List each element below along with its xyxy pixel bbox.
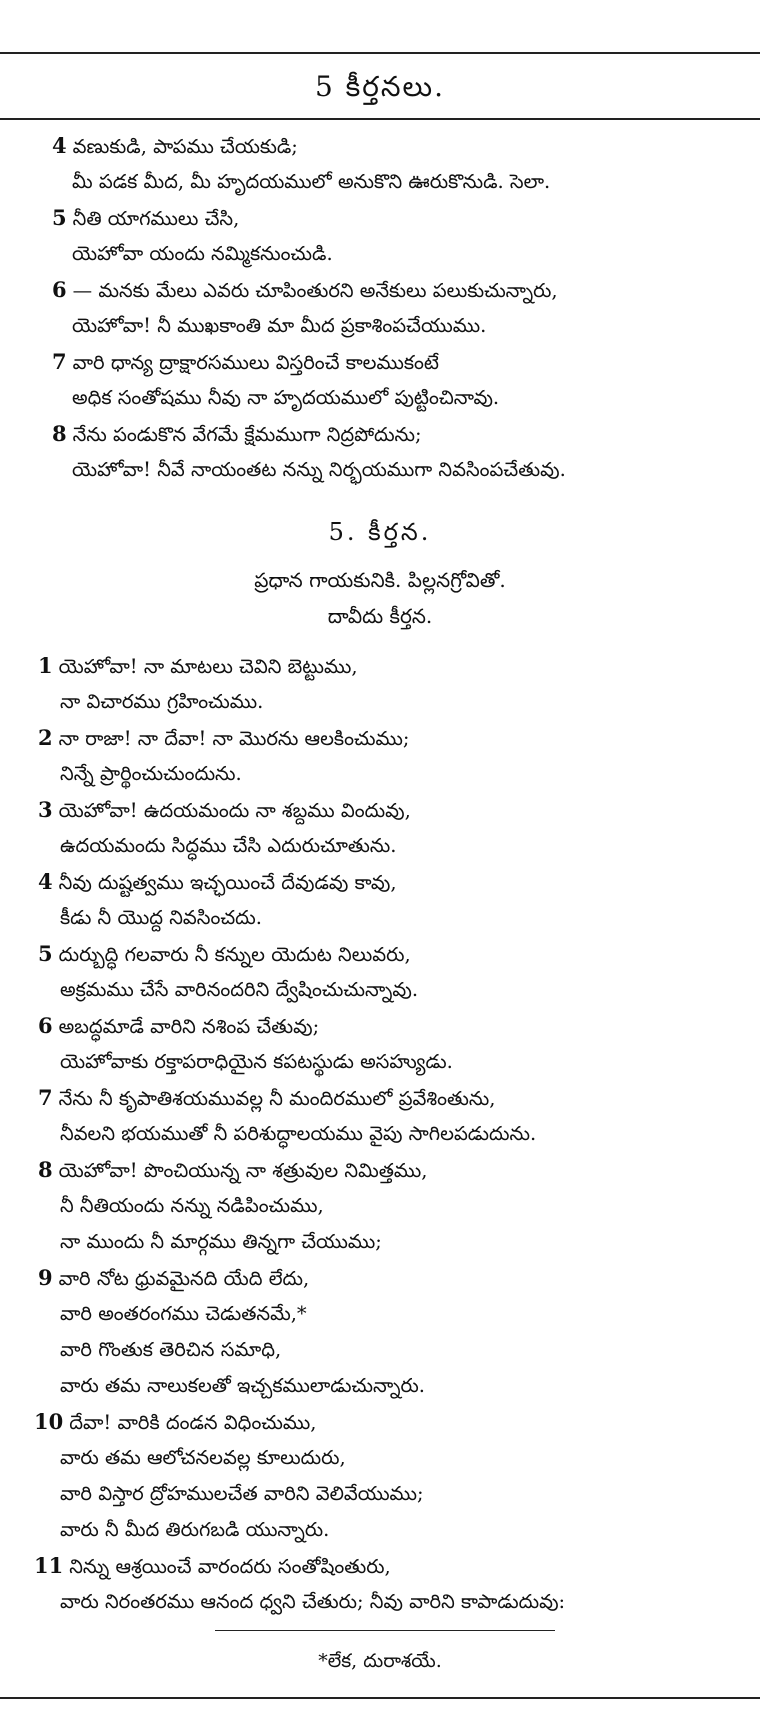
verse-text: యెహోవా! నీ ముఖకాంతి మా మీద ప్రకాశింపచేయుము.: [72, 314, 487, 337]
psalm-subtitle: ప్రధాన గాయకునికి. పిల్లనగ్రోవితో.: [254, 568, 506, 592]
verse-line: [38, 648, 760, 684]
verse-text: వారు తమ ఆలోచనలవల్ల కూలుదురు,: [60, 1446, 346, 1469]
verse-text: నీవలని భయముతో నీ పరిశుద్ధాలయము వైపు సాగిలపడుదును.: [60, 1122, 537, 1145]
verse-line: [60, 972, 760, 1008]
footnote: *లేక, దురాశయే.: [318, 1650, 442, 1672]
verse-line: [52, 128, 760, 164]
top-rule: [0, 52, 760, 54]
verse-text: ఉదయమందు సిద్ధము చేసి ఎదురుచూతును.: [60, 834, 397, 857]
verse-line: [38, 720, 760, 756]
verse-line: [60, 1440, 760, 1476]
verse-line: [60, 1332, 760, 1368]
verse-line: [60, 1044, 760, 1080]
verse-number: 3: [38, 797, 53, 822]
verse-line: [38, 864, 760, 900]
verse-line: [60, 684, 760, 720]
verse-line: [60, 1296, 760, 1332]
verse-text: యెహోవా! ఉదయమందు నా శబ్దము విందువు,: [58, 799, 411, 822]
verse-line: [60, 1224, 760, 1260]
verse-text: నా రాజా! నా దేవా! నా మొరను ఆలకించుము;: [58, 727, 410, 750]
verse-text: నేను పండుకొన వేగమే క్షేమముగా నిద్రపోదును;: [72, 423, 422, 446]
verse-line: [38, 1080, 760, 1116]
verse-line: [72, 308, 760, 344]
verse-line: [34, 1404, 760, 1440]
verse-number: 5: [38, 941, 53, 966]
verse-line: [72, 164, 760, 200]
verse-text: వారు నిరంతరము ఆనంద ధ్వని చేతురు; నీవు వారిని కాపాడుదువు:: [60, 1590, 566, 1613]
verse-line: [72, 236, 760, 272]
verse-text: యెహోవాకు రక్తాపరాధియైన కపటస్థుడు అసహ్యుడు.: [60, 1050, 453, 1073]
verse-text: వారి విస్తార ద్రోహములచేత వారిని వెలివేయుము;: [60, 1482, 424, 1505]
verse-number: 4: [52, 133, 67, 158]
verse-text: అధిక సంతోషము నీవు నా హృదయములో పుట్టించినావు.: [72, 386, 500, 409]
verse-line: [38, 1008, 760, 1044]
psalm-attribution: దావీదు కీర్తన.: [327, 604, 433, 628]
verse-line: [60, 1512, 760, 1548]
verse-text: వారి నోట ధ్రువమైనది యేది లేదు,: [58, 1267, 310, 1290]
verse-number: 10: [34, 1409, 64, 1434]
verse-line: [60, 1188, 760, 1224]
verse-line: [52, 416, 760, 452]
verse-text: నీతి యాగములు చేసి,: [72, 207, 240, 230]
verse-line: [72, 452, 760, 488]
verse-text: వారి ధాన్య ద్రాక్షారసములు విస్తరించే కాలముకంటే: [72, 351, 439, 374]
verse-line: [38, 1152, 760, 1188]
verse-line: [60, 1116, 760, 1152]
verse-text: వారి అంతరంగము చెడుతనమే,*: [60, 1302, 307, 1325]
verse-number: 6: [52, 277, 67, 302]
verse-text: దుర్బుద్ధి గలవారు నీ కన్నుల యెదుట నిలువరు,: [58, 943, 411, 966]
verse-text: కీడు నీ యొద్ద నివసించదు.: [60, 906, 262, 929]
header-rule: [0, 118, 760, 120]
verse-line: [34, 1548, 760, 1584]
verse-number: 8: [52, 421, 67, 446]
verse-line: [60, 1476, 760, 1512]
verse-text: యెహోవా! నా మాటలు చెవిని బెట్టుము,: [58, 655, 358, 678]
verse-text: అబద్ధమాడే వారిని నశింప చేతువు;: [58, 1015, 320, 1038]
verse-number: 9: [38, 1265, 53, 1290]
verse-line: [72, 380, 760, 416]
verse-line: [60, 900, 760, 936]
bottom-rule: [0, 1697, 760, 1699]
verse-text: మీ పడక మీద, మీ హృదయములో అనుకొని ఊరుకొనుడి. సెలా.: [72, 170, 551, 193]
verse-line: [38, 792, 760, 828]
verse-text: నీవు దుష్టత్వము ఇచ్ఛయించే దేవుడవు కావు,: [58, 871, 397, 894]
verse-text: యెహోవా యందు నమ్మికనుంచుడి.: [72, 242, 333, 265]
verse-line: [60, 828, 760, 864]
verse-line: [60, 756, 760, 792]
verse-number: 7: [52, 349, 67, 374]
verse-text: — మనకు మేలు ఎవరు చూపింతురని అనేకులు పలుకుచున్నారు,: [72, 279, 558, 302]
verse-number: 7: [38, 1085, 53, 1110]
verse-line: [52, 344, 760, 380]
verse-text: వారి గొంతుక తెరిచిన సమాధి,: [60, 1338, 282, 1361]
footnote-rule: [215, 1630, 555, 1631]
verse-text: నిన్ను ఆశ్రయించే వారందరు సంతోషింతురు,: [69, 1555, 391, 1578]
verse-number: 1: [38, 653, 53, 678]
verse-number: 6: [38, 1013, 53, 1038]
verse-text: యెహోవా! నీవే నాయంతట నన్ను నిర్భయముగా నివసింపచేతువు.: [72, 458, 566, 481]
verse-text: నేను నీ కృపాతిశయమువల్ల నీ మందిరములో ప్రవేశింతును,: [58, 1087, 496, 1110]
verse-line: [52, 200, 760, 236]
verse-number: 4: [38, 869, 53, 894]
verse-number: 2: [38, 725, 53, 750]
running-head: 5 కీర్తనలు.: [314, 70, 446, 103]
verse-line: [60, 1368, 760, 1404]
verse-text: నా ముందు నీ మార్గము తిన్నగా చేయుము;: [60, 1230, 382, 1253]
verse-text: నా విచారము గ్రహించుము.: [60, 690, 264, 713]
verse-line: [60, 1584, 760, 1620]
verse-number: 8: [38, 1157, 53, 1182]
verse-line: [52, 272, 760, 308]
verse-text: యెహోవా! పొంచియున్న నా శత్రువుల నిమిత్తము,: [58, 1159, 428, 1182]
verse-text: వణుకుడి, పాపము చేయకుడి;: [72, 135, 298, 158]
verse-text: అక్రమము చేసే వారినందరిని ద్వేషించుచున్నావు.: [60, 978, 419, 1001]
verse-line: [38, 936, 760, 972]
verse-text: నిన్నే ప్రార్థించుచుందును.: [60, 762, 242, 785]
verse-number: 5: [52, 205, 67, 230]
verse-text: దేవా! వారికి దండన విధించుము,: [69, 1411, 317, 1434]
verse-line: [38, 1260, 760, 1296]
verse-text: వారు తమ నాలుకలతో ఇచ్చకములాడుచున్నారు.: [60, 1374, 425, 1397]
verse-text: నీ నీతియందు నన్ను నడిపించుము,: [60, 1194, 324, 1217]
psalm-title: 5. కీర్తన.: [328, 518, 432, 546]
verse-number: 11: [34, 1553, 64, 1578]
verse-text: వారు నీ మీద తిరుగబడి యున్నారు.: [60, 1518, 330, 1541]
